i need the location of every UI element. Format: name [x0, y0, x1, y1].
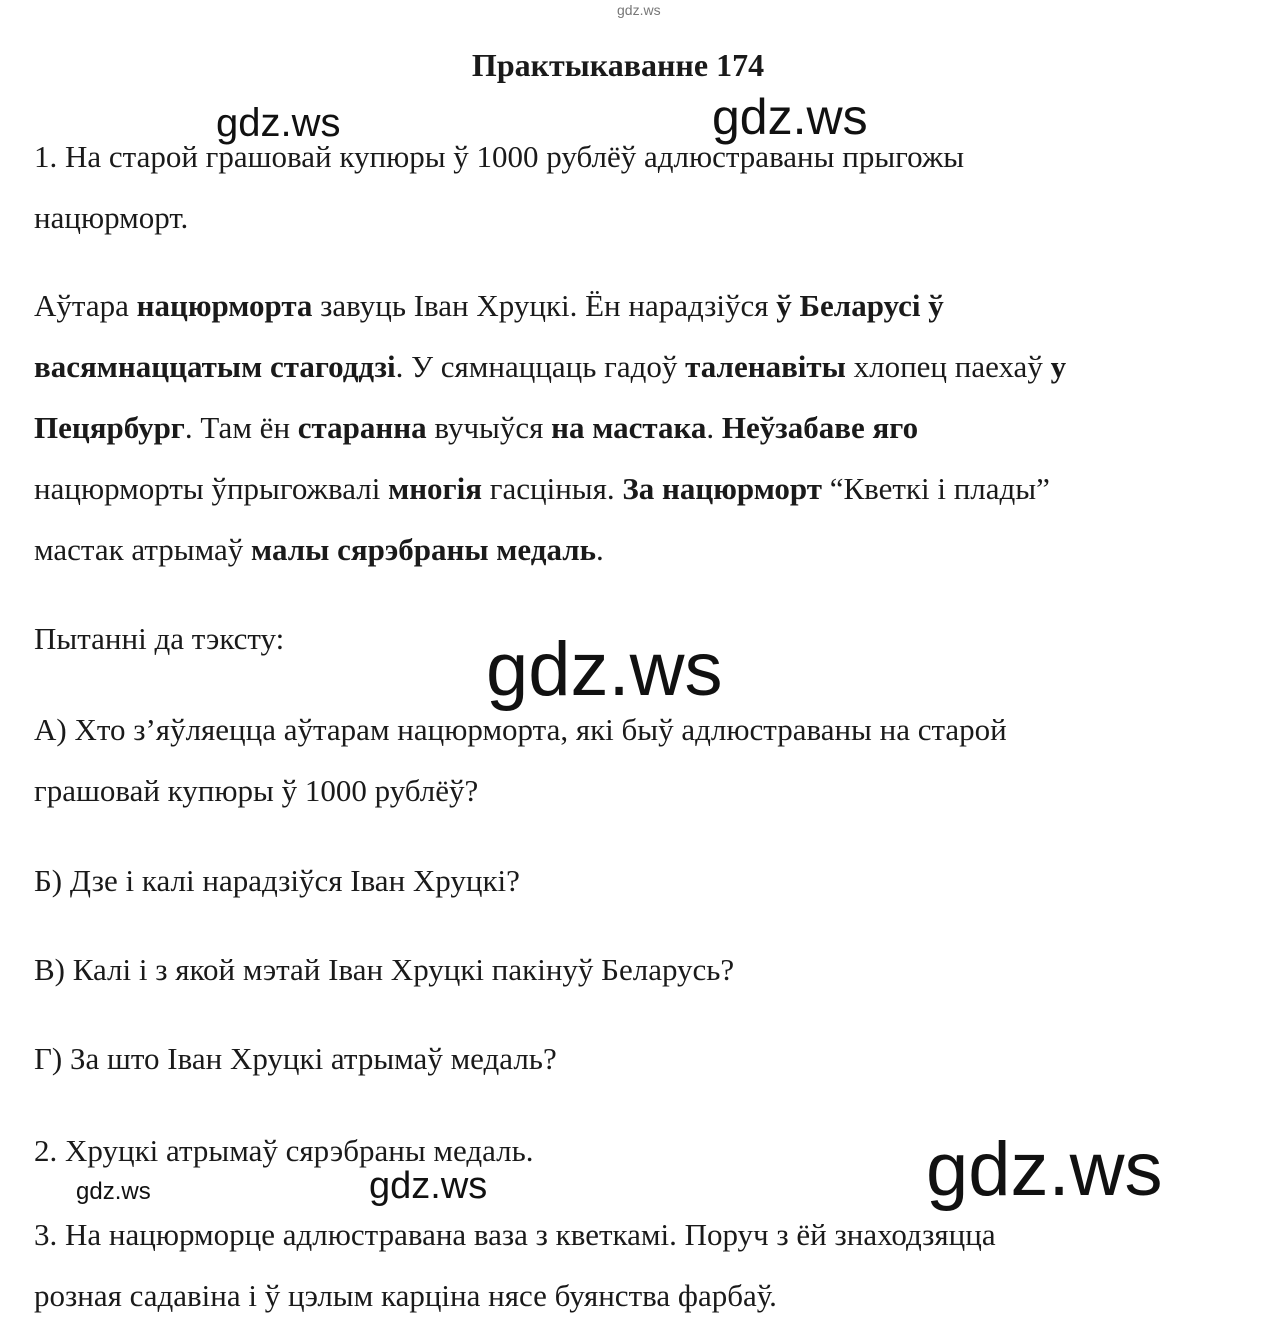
question-v: В) Калі і з якой мэтай Іван Хруцкі пакінуў Беларусь?: [34, 952, 735, 987]
story-segment-bold: Неўзабаве яго: [721, 410, 919, 445]
story-segment: хлопец паехаў: [845, 349, 1051, 384]
story-segment-bold: За нацюрморт: [622, 471, 822, 506]
watermark-f: gdz.ws: [369, 1165, 488, 1207]
question-b: Б) Дзе і калі нарадзіўся Іван Хруцкі?: [34, 863, 520, 898]
answer-3-line-2: розная садавіна і ў цэлым карціна нясе буянства фарбаў.: [34, 1278, 777, 1313]
watermark-e: gdz.ws: [76, 1178, 151, 1205]
story-segment: . Там ён: [184, 410, 298, 445]
story-segment: мастак атрымаў: [34, 532, 252, 567]
question-g: Г) За што Іван Хруцкі атрымаў медаль?: [34, 1041, 557, 1076]
story-segment-bold: многія: [388, 471, 483, 506]
story-paragraph: [34, 275, 1234, 580]
story-segment-bold: таленавіты: [685, 349, 846, 384]
story-segment: нацюрморты ўпрыгожвалі: [34, 471, 389, 506]
watermark-c: gdz.ws: [486, 627, 723, 712]
story-segment-bold: у: [1050, 349, 1067, 384]
question-a-line-2: грашовай купюры ў 1000 рублёў?: [34, 773, 479, 808]
story-segment: вучыўся: [426, 410, 552, 445]
page-title: Практыкаванне 174: [471, 47, 765, 83]
story-segment: завуць Іван Хруцкі. Ён нарадзіўся: [312, 288, 777, 323]
answer-3: [34, 1204, 1234, 1326]
answer-3-line-1: 3. На нацюрморце адлюстравана ваза з кветкамі. Поруч з ёй знаходзяцца: [34, 1217, 996, 1252]
answer-1-line-2: нацюрморт.: [34, 200, 189, 235]
answer-1: [34, 126, 1234, 248]
story-segment-bold: Пецярбург: [34, 410, 185, 445]
story-segment-bold: на мастака: [551, 410, 707, 445]
answer-1-line-1: 1. На старой грашовай купюры ў 1000 рублёў адлюстраваны прыгожы: [34, 139, 965, 174]
story-segment-bold: ў Беларусі ў: [776, 288, 944, 323]
story-segment: .: [596, 532, 604, 567]
watermark-top: gdz.ws: [617, 2, 661, 18]
story-segment: .: [706, 410, 722, 445]
answer-2: 2. Хруцкі атрымаў сярэбраны медаль.: [34, 1133, 534, 1168]
story-segment-bold: васямнаццатым стагоддзі: [34, 349, 396, 384]
story-segment: . У сямнаццаць гадоў: [395, 349, 686, 384]
watermark-a: gdz.ws: [216, 101, 341, 145]
story-segment: “Кветкі і плады”: [821, 471, 1050, 506]
watermark-d: gdz.ws: [926, 1127, 1163, 1212]
story-segment-bold: старанна: [297, 410, 427, 445]
story-segment-bold: малы сярэбраны медаль: [251, 532, 596, 567]
story-segment: гасціныя.: [482, 471, 623, 506]
watermark-b: gdz.ws: [712, 89, 868, 145]
story-segment-bold: нацюрморта: [136, 288, 313, 323]
question-a: [34, 699, 1234, 821]
questions-heading: Пытанні да тэксту:: [34, 621, 285, 656]
story-segment: Аўтара: [34, 288, 137, 323]
question-a-line-1: А) Хто з’яўляецца аўтарам нацюрморта, які быў адлюстраваны на старой: [34, 712, 1007, 747]
